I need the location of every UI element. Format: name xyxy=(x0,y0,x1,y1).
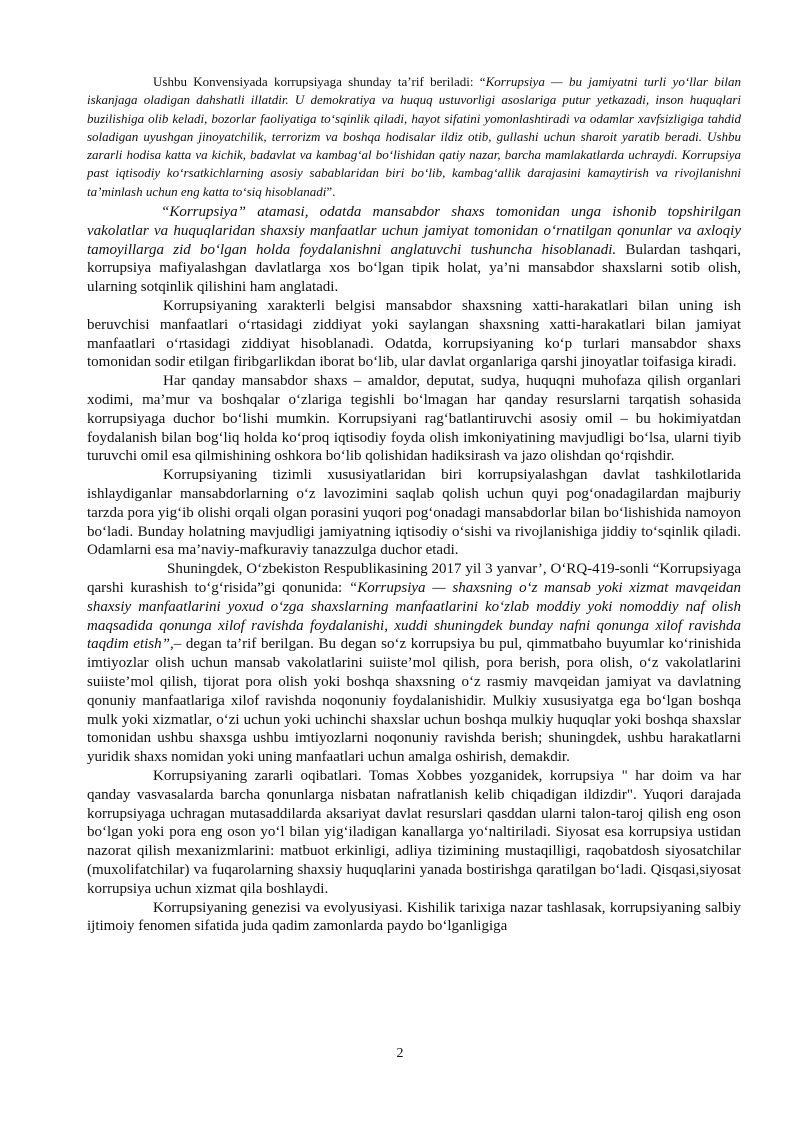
paragraph-convention-definition: Ushbu Konvensiyada korrupsiyaga shunday ta’rif beriladi: “Korrupsiya — bu jamiyatni turli yo‘llar bilan iskanjaga oladigan dahshatli illatdir. U demokratiya va huquq ustuvorligi asoslariga putur yetkazadi, inson huquqlari buzilishiga olib keladi, bozorlar faoliyatiga to‘sqinlik qiladi, hayot sifatini yomonlashtiradi va odamlar xavfsizligiga tahdid soladigan uyushgan jinoyatchilik, terrorizm va boshqa hodisalar ildiz otib, gullashi uchun sharoit yaratib beradi. Ushbu zararli hodisa katta va kichik, badavlat va kambag‘al bo‘lishidan qatiy nazar, barcha mamlakatlarda uchraydi. Korrupsiya past iqtisodiy ko‘rsatkichlarning asosiy sabablaridan biri bo‘lib, kambag‘allik darajasini kamaytirish va rivojlanishni ta’minlash uchun eng katta to‘siq hisoblanadi”. xyxy=(87,74,741,199)
paragraph-corruption-term: “Korrupsiya” atamasi, odatda mansabdor shaxs tomonidan unga ishonib topshirilgan vakolatlar va huquqlaridan shaxsiy manfaatlar uchun jamiyat tomonidan o‘rnatilgan qonunlar va axloqiy tamoyillarga zid bo‘lgan holda foydalanishni anglatuvchi tushuncha hisoblanadi. Bulardan tashqari, korrupsiya mafiyalashgan davlatlarga xos bo‘lgan tipik holat, ya’ni mansabdor shaxslarni sotib olish, ularning sotqinlik qilishini ham anglatadi. xyxy=(87,204,742,296)
paragraph-systemic-features: Korrupsiyaning tizimli xususiyatlaridan biri korrupsiyalashgan davlat tashkilotlarida ishlaydiganlar mansabdorlarning o‘z lavozimini saqlab qolish uchun quyi pog‘onadagilardan majburiy tarzda pora yig‘ib olishi orqali olgan porasini yuqori pog‘onadagi mansabdorlar bilan bo‘lishishida namoyon bo‘ladi. Bunday holatning mavjudligi jamiyatning iqtisodiy o‘sishi va rivojlanishiga jiddiy to‘sqinlik qiladi. Odamlarni esa ma’naviy-mafkuraviy tanazzulga duchor etadi. xyxy=(87,467,741,559)
paragraph-genesis-evolution: Korrupsiyaning genezisi va evolyusiyasi. Kishilik tarixiga nazar tashlasak, korrupsiyaning salbiy ijtimoiy fenomen sifatida juda qadim zamonlarda paydo bo‘lganligiga xyxy=(87,899,741,935)
page-body xyxy=(87,73,741,936)
paragraph-characteristic-sign: Korrupsiyaning xarakterli belgisi mansabdor shaxsning xatti-harakatlari bilan uning ish beruvchisi manfaatlari o‘rtasidagi ziddiyat yoki saylangan shaxsning xatti-harakatlari bilan jamiyat manfaatlari o‘rtasidagi ziddiyat hisoblanadi. Odatda, korrupsiyaning ko‘p turlari mansabdor shaxs tomonidan sodir etilgan firibgarlikdan iborat bo‘lib, ular davlat organlariga qarshi jinoyatlar toifasiga kiradi. xyxy=(87,298,741,371)
paragraph-any-official: Har qanday mansabdor shaxs – amaldor, deputat, sudya, huquqni muhofaza qilish organlari xodimi, ma’mur va boshqalar o‘zlariga tegishli bo‘lmagan har qanday resurslarni tarqatish sohasida korrupsiyaga duchor bo‘lishi mumkin. Korrupsiyani rag‘batlantiruvchi asosiy omil – bu hokimiyatdan foydalanish bilan bog‘liq holda ko‘proq iqtisodiy foyda olish imkoniyatining mavjudligi bo‘lsa, ularni tiyib turuvchi omil esa qilmishining oshkora bo‘lib qolishidan hadiksirash va jazo olishdan qo‘rqishdir. xyxy=(87,373,741,465)
page-number: 2 xyxy=(396,1046,404,1061)
paragraph-uzbek-law: Shuningdek, O‘zbekiston Respublikasining 2017 yil 3 yanvar’, O‘RQ-419-sonli “Korrupsiyaga qarshi kurashish to‘g‘risida”gi qonunida: “Korrupsiya — shaxsning o‘z mansab yoki xizmat mavqeidan shaxsiy manfaatlarini yoxud o‘zga shaxslarning manfaatlarini ko‘zlab moddiy yoki nomoddiy naf olish maqsadida qonunga xilof ravishda foydalanishi, xuddi shuningdek bunday nafni qonunga xilof ravishda taqdim etish”,– degan ta’rif berilgan. Bu degan so‘z korrupsiya bu pul, qimmatbaho buyumlar ko‘rinishida imtiyozlar olish uchun mansab vakolatlarini suiiste’mol qilish, pora berish, pora olish, o‘z vakolatlarini suiiste’mol qilish, tijorat pora olish yoki boshqa shaxsning o‘z rasmiy mavqeidan jamiyat va davlatning qonuniy manfaatlariga xilof ravishda noqonuniy foydalanishidir. Mulkiy xususiyatga ega bo‘lgan boshqa mulk yoki xizmatlar, o‘zi uchun yoki uchinchi shaxslar uchun boshqa mulkiy huquqlar yoki boshqa shaxslar tomonidan ushbu shaxsga ushbu imtiyozlarni noqonuniy ravishda berish; shuningdek, ushbu harakatlarni yuridik shaxs nomidan yoki uning manfaatlari uchun amalga oshirish, demakdir. xyxy=(87,561,741,766)
paragraph-harmful-consequences: Korrupsiyaning zararli oqibatlari. Tomas Xobbes yozganidek, korrupsiya " har doim va har qanday vasvasalarda barcha qonunlarga nisbatan nafratlanish kelib chiqadigan ildizdir". Yuqori darajada korrupsiyaga uchragan mutasaddilarda aksariyat davlat resurslari qasddan ularni talon-taroj qilish eng oson bo‘lgan yoki pora eng oson yo‘l bilan yig‘iladigan kanallarga yo‘naltiriladi. Siyosat esa korrupsiya ustidan nazorat qilish mexanizmlarini: matbuot erkinligi, adliya tizimining mustaqilligi, raqobatdosh siyosatchilar (muxolifatchilar) va fuqarolarning shaxsiy huquqlarini yanada bostirishga qaratilgan bo‘ladi. Qisqasi,siyosat korrupsiya uchun xizmat qila boshlaydi. xyxy=(87,767,741,897)
